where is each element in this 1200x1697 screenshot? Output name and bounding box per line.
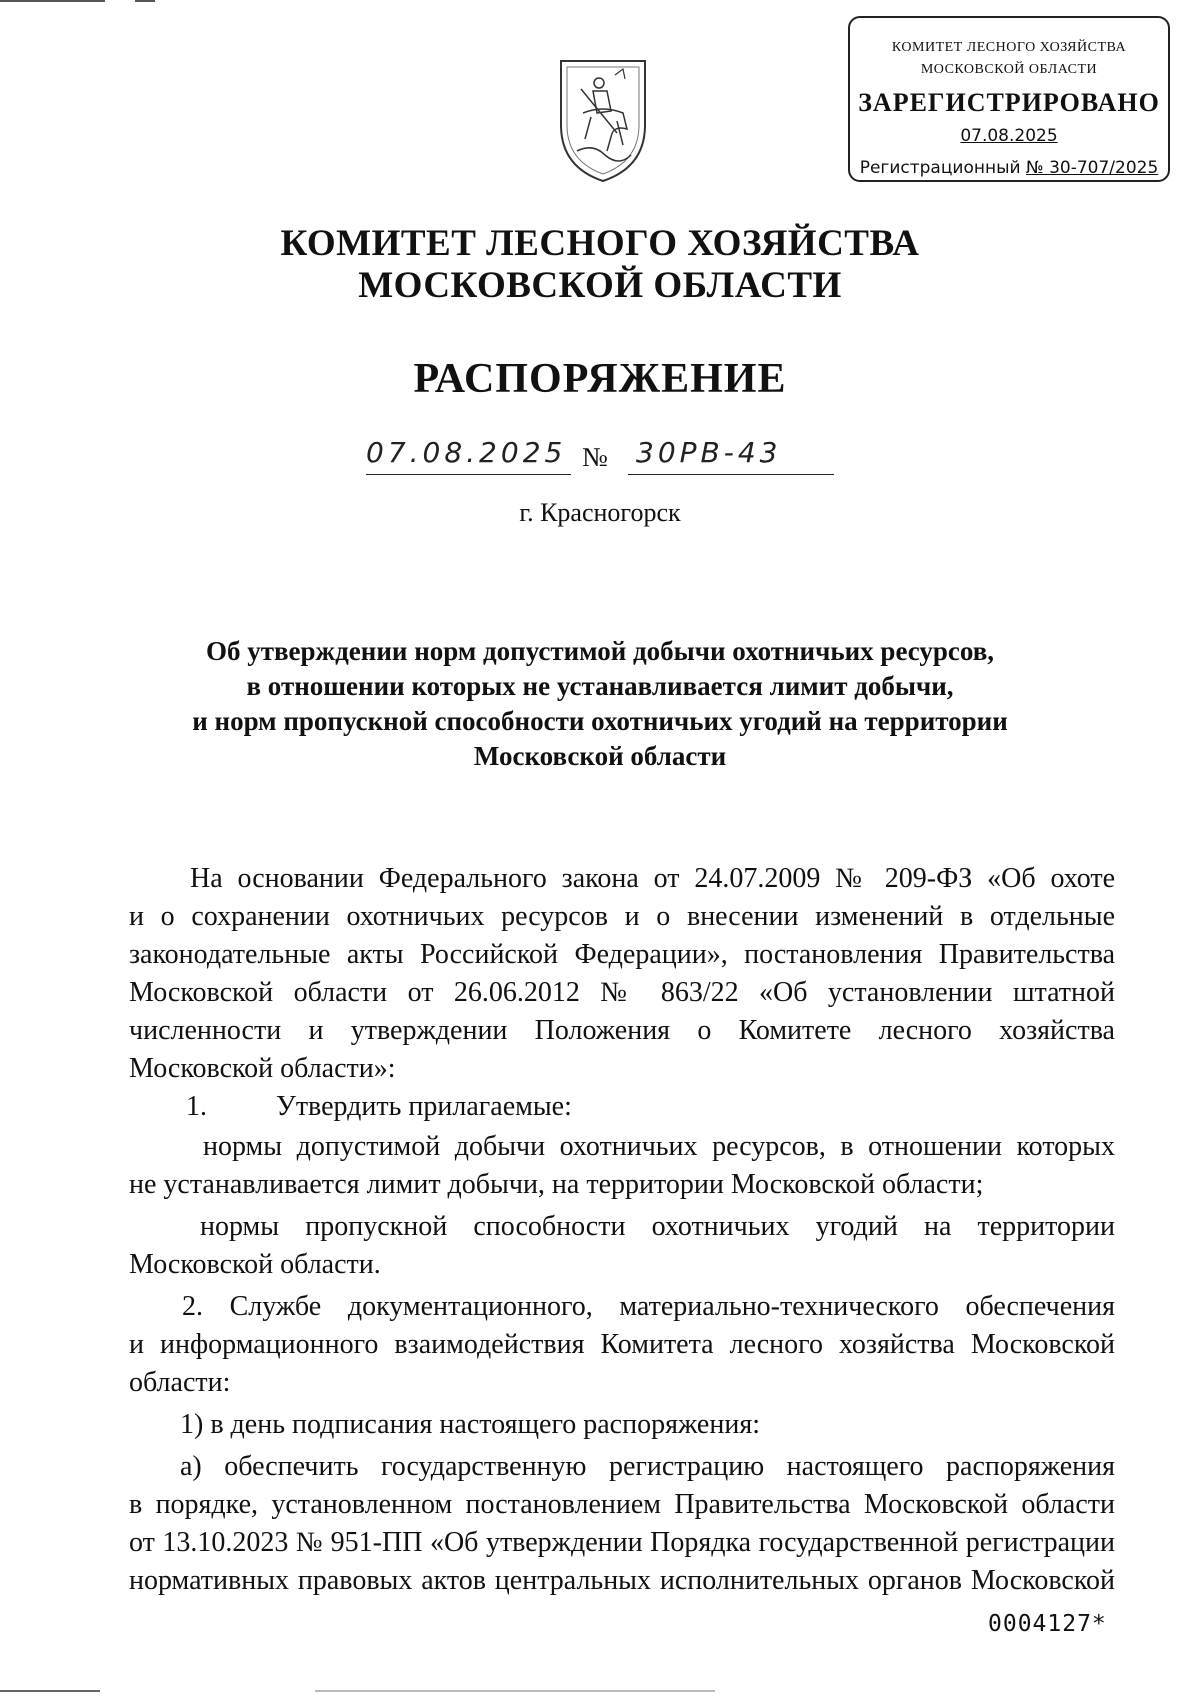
body-line: Московской области от 26.06.2012 № 863/22 «Об установлении штатной	[129, 977, 1115, 1008]
subject-line2: в отношении которых не устанавливается лимит добычи,	[246, 671, 954, 701]
body-line: численности и утверждении Положения о Комитете лесного хозяйства	[129, 1015, 1115, 1046]
subject-line4: Московской области	[473, 741, 727, 771]
scan-edge-line	[0, 1690, 100, 1692]
number-underline	[628, 474, 834, 475]
body-line: в порядке, установленном постановлением Правительства Московской области	[129, 1489, 1115, 1520]
handwritten-number: 30РВ-43	[636, 436, 782, 469]
body-line: Московской области.	[129, 1249, 381, 1280]
body-line: нормативных правовых актов центральных исполнительных органов Московской	[129, 1565, 1115, 1596]
body-line: 1) в день подписания настоящего распоряжения:	[180, 1409, 760, 1440]
registration-stamp	[848, 16, 1170, 182]
page-counter: 0004127*	[988, 1611, 1107, 1637]
body-line: области:	[129, 1367, 231, 1398]
date-underline	[366, 474, 571, 475]
body-line: и информационного взаимодействия Комитета лесного хозяйства Московской	[129, 1329, 1115, 1360]
moscow-region-coat-of-arms-icon	[553, 55, 653, 185]
body-line: 2. Службе документационного, материально-технического обеспечения	[182, 1291, 1115, 1322]
stamp-reg-number: № 30-707/2025	[1025, 158, 1159, 178]
stamp-registration	[850, 158, 1168, 178]
body-line: На основании Федерального закона от 24.07.2009 № 209-ФЗ «Об охоте	[190, 863, 1115, 894]
number-sign: №	[582, 442, 608, 472]
stamp-org-line2: МОСКОВСКОЙ ОБЛАСТИ	[920, 62, 1098, 77]
subject-line3: и норм пропускной способности охотничьих угодий на территории	[192, 706, 1008, 736]
item-text: Утвердить прилагаемые:	[276, 1091, 572, 1122]
body-line: от 13.10.2023 № 951-ПП «Об утверждении Порядка государственной регистрации	[129, 1527, 1115, 1558]
subject-line1: Об утверждении норм допустимой добычи охотничьих ресурсов,	[205, 636, 995, 666]
org-name-line2: МОСКОВСКОЙ ОБЛАСТИ	[358, 265, 842, 306]
city: г. Красногорск	[519, 498, 681, 527]
document-type: РАСПОРЯЖЕНИЕ	[413, 356, 787, 402]
body-line: и о сохранении охотничьих ресурсов и о внесении изменений в отдельные	[129, 901, 1115, 932]
body-line: нормы пропускной способности охотничьих угодий на территории	[200, 1211, 1115, 1242]
scan-edge-line	[0, 0, 105, 2]
stamp-date: 07.08.2025	[960, 126, 1058, 146]
body-line: а) обеспечить государственную регистрацию настоящего распоряжения	[180, 1451, 1115, 1482]
item-number: 1.	[186, 1091, 207, 1122]
body-line: Московской области»:	[129, 1053, 396, 1084]
stamp-status: ЗАРЕГИСТРИРОВАНО	[858, 88, 1160, 117]
stamp-org-line1: КОМИТЕТ ЛЕСНОГО ХОЗЯЙСТВА	[891, 40, 1127, 55]
body-line: не устанавливается лимит добычи, на территории Московской области;	[129, 1169, 984, 1200]
scan-edge-line	[315, 1690, 715, 1692]
body-line: нормы допустимой добычи охотничьих ресурсов, в отношении которых	[203, 1131, 1115, 1162]
org-name-line1: КОМИТЕТ ЛЕСНОГО ХОЗЯЙСТВА	[280, 223, 920, 264]
stamp-reg-label: Регистрационный	[859, 158, 1021, 178]
scan-edge-line	[135, 0, 155, 2]
date-number-line	[366, 438, 834, 478]
body-line: законодательные акты Российской Федерации», постановления Правительства	[129, 939, 1115, 970]
handwritten-date: 07.08.2025	[366, 436, 567, 469]
